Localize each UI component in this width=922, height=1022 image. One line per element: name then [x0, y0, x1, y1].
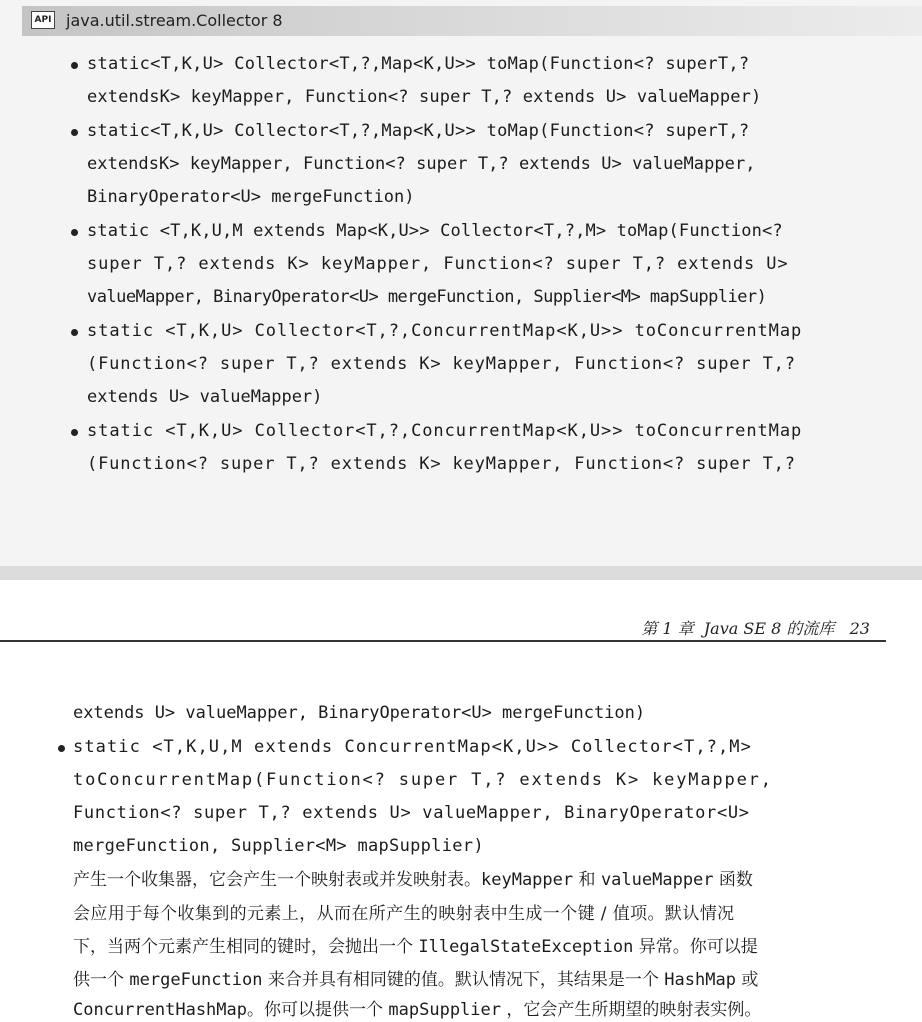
api-line: mergeFunction, Supplier<M> mapSupplier): [73, 836, 484, 856]
api-line: static <T,K,U> Collector<T,?,ConcurrentMap<K,U>> toConcurrentMap: [87, 321, 803, 341]
api-line: extendsK> keyMapper, Function<? super T,? extends U> valueMapper,: [87, 154, 756, 174]
bullet-icon: [71, 329, 78, 336]
bullet-icon: [71, 229, 78, 236]
description-line: ConcurrentHashMap。你可以提供一个 mapSupplier ，它会产生所期望的映射表实例。: [73, 1000, 762, 1020]
api-line: (Function<? super T,? extends K> keyMapper, Function<? super T,?: [87, 354, 796, 374]
api-line: static<T,K,U> Collector<T,?,Map<K,U>> toMap(Function<? superT,?: [87, 54, 750, 74]
api-line: super T,? extends K> keyMapper, Function<? super T,? extends U>: [87, 254, 789, 274]
api-line: static <T,K,U,M extends ConcurrentMap<K,U>> Collector<T,?,M>: [73, 737, 752, 757]
page-separator: [0, 566, 922, 580]
page-header: 第 1 章 Java SE 8 的流库 23: [641, 619, 870, 638]
api-badge-icon: API: [31, 11, 55, 29]
api-title: java.util.stream.Collector 8: [66, 11, 283, 30]
description-line: 产生一个收集器，它会产生一个映射表或并发映射表。keyMapper 和 valueMapper 函数: [73, 870, 753, 890]
description-line: 供一个 mergeFunction 来合并具有相同键的值。默认情况下，其结果是一个 HashMap 或: [73, 970, 759, 990]
api-line: (Function<? super T,? extends K> keyMapper, Function<? super T,?: [87, 454, 796, 474]
description-line: 会应用于每个收集到的元素上，从而在所产生的映射表中生成一个键 / 值项。默认情况: [73, 904, 735, 924]
bullet-icon: [58, 745, 65, 752]
api-line: Function<? super T,? extends U> valueMapper, BinaryOperator<U>: [73, 803, 750, 823]
header-rule: [0, 640, 886, 642]
bullet-icon: [71, 429, 78, 436]
description-line: 下，当两个元素产生相同的键时，会抛出一个 IllegalStateException 异常。你可以提: [73, 937, 758, 957]
api-line: static <T,K,U> Collector<T,?,ConcurrentMap<K,U>> toConcurrentMap: [87, 421, 803, 441]
api-line: toConcurrentMap(Function<? super T,? extends K> keyMapper,: [73, 770, 773, 790]
api-line: extendsK> keyMapper, Function<? super T,? extends U> valueMapper): [87, 87, 762, 107]
bullet-icon: [71, 62, 78, 69]
api-line: valueMapper, BinaryOperator<U> mergeFunction, Supplier<M> mapSupplier): [87, 287, 767, 307]
api-line: static <T,K,U,M extends Map<K,U>> Collector<T,?,M> toMap(Function<?: [87, 221, 783, 241]
api-line: static<T,K,U> Collector<T,?,Map<K,U>> toMap(Function<? superT,?: [87, 121, 750, 141]
api-line: BinaryOperator<U> mergeFunction): [87, 187, 415, 207]
bullet-icon: [71, 129, 78, 136]
api-line: extends U> valueMapper, BinaryOperator<U> mergeFunction): [73, 703, 646, 723]
api-line: extends U> valueMapper): [87, 387, 323, 407]
